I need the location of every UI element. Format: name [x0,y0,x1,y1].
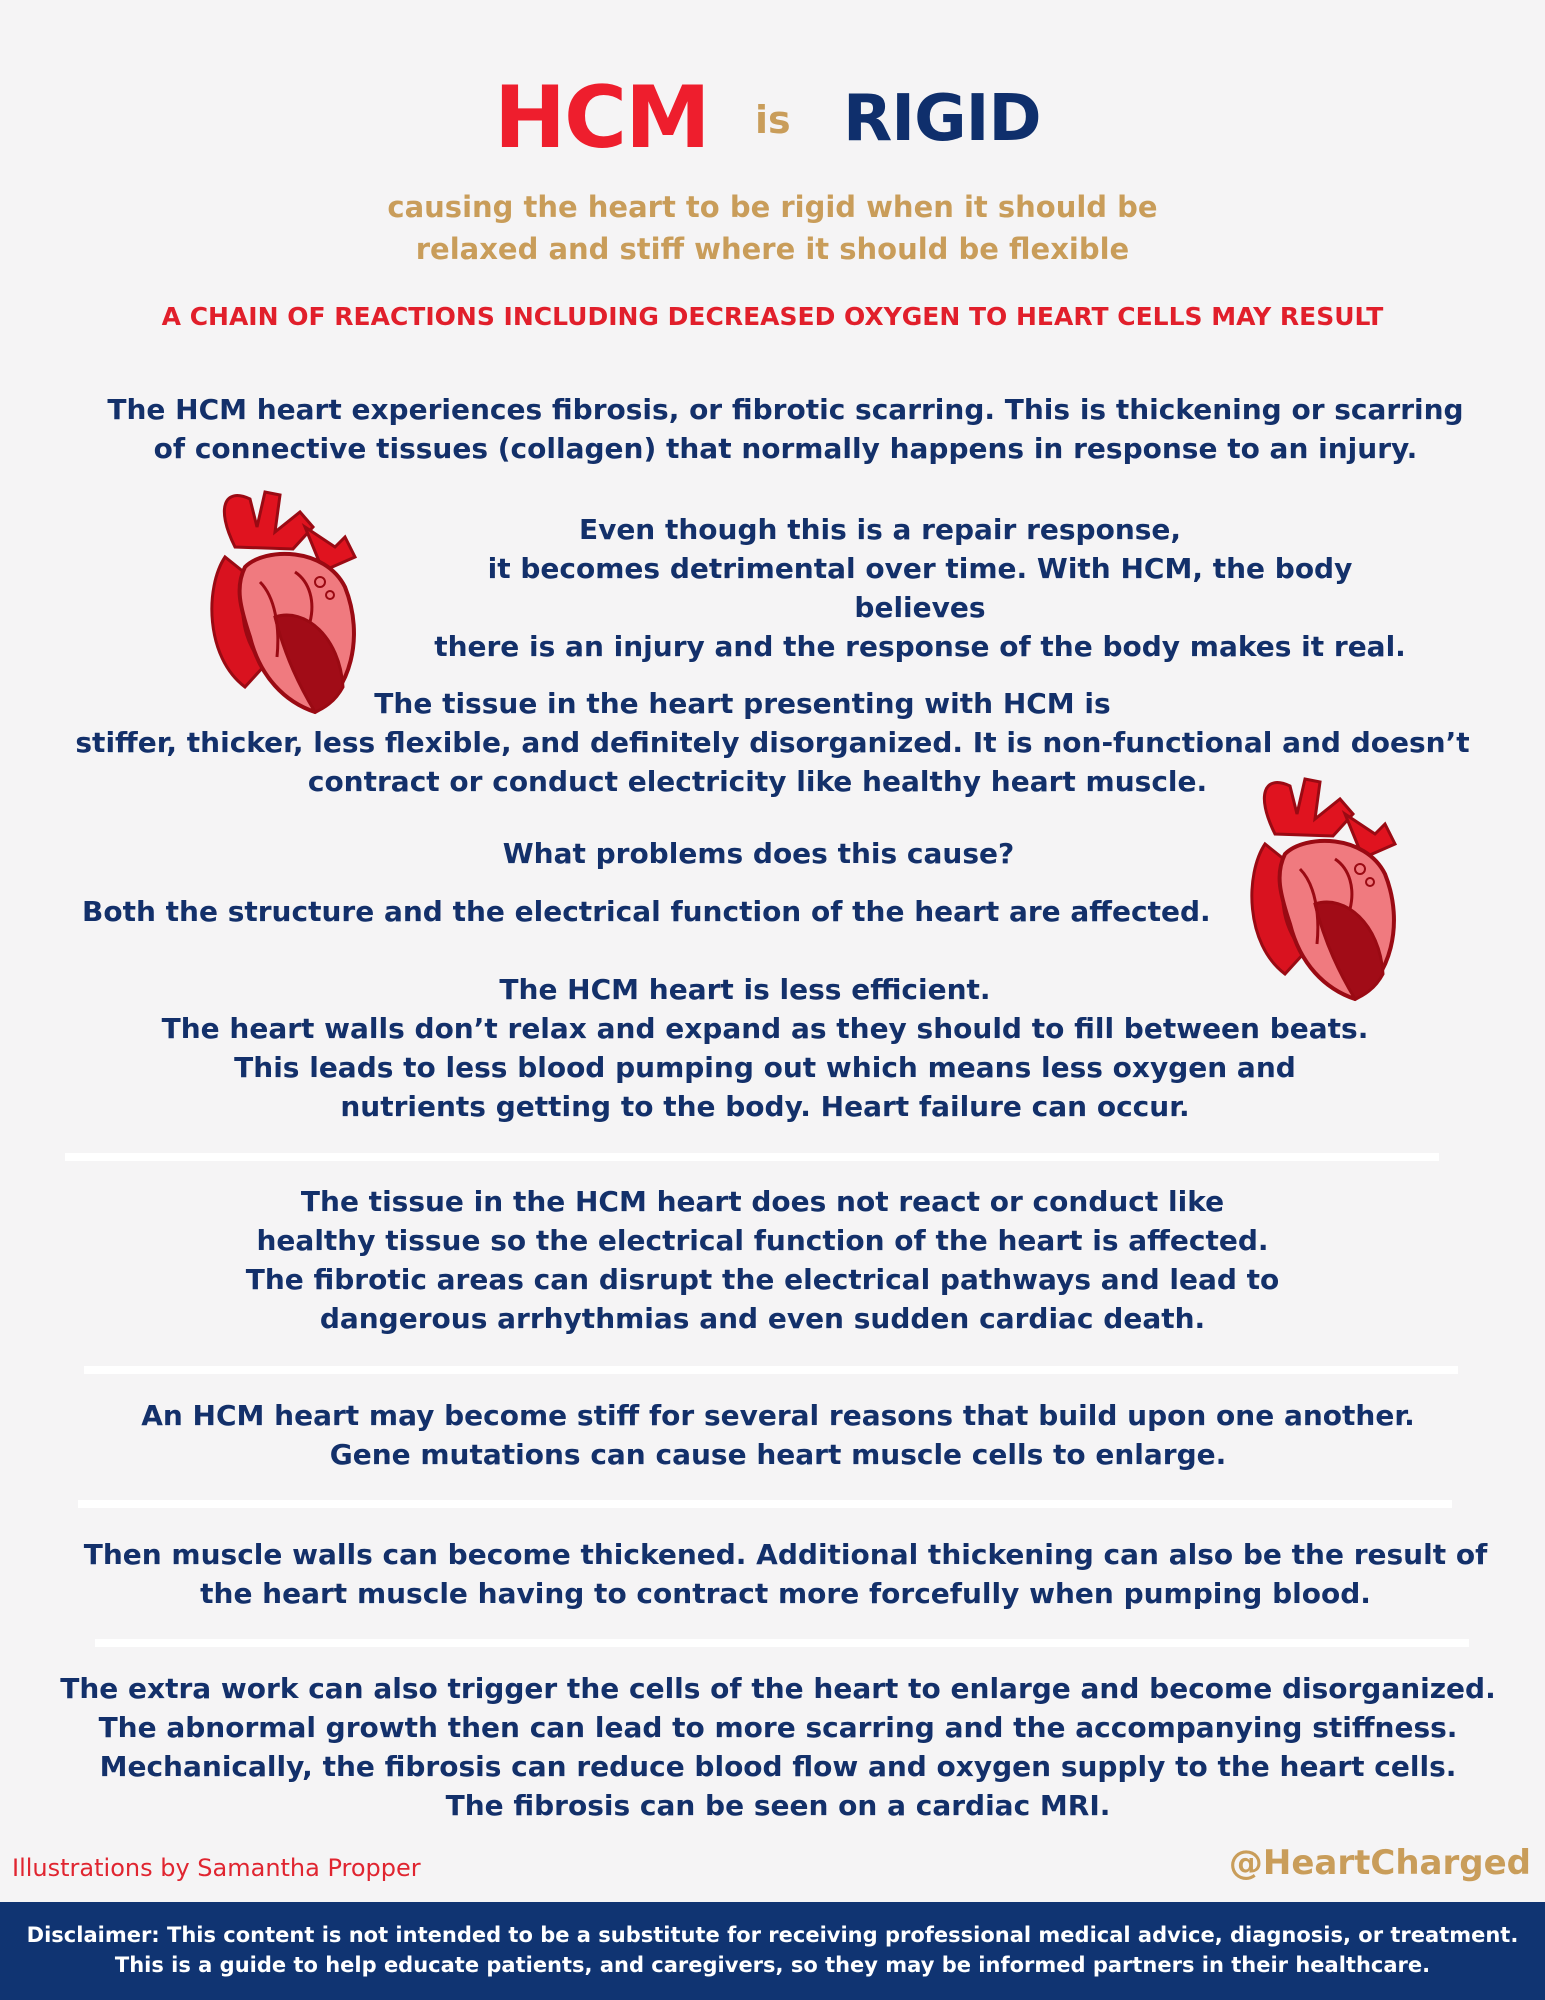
subtitle-line: causing the heart to be rigid when it should be [387,190,1158,224]
subtitle [0,186,1545,270]
divider [78,1500,1452,1508]
question-heading: What problems does this cause? [502,837,1015,870]
page-title [0,68,1545,178]
heart-drawing [212,492,355,712]
text-line: healthy tissue so the electrical function of the heart is affected. [256,1224,1269,1257]
social-handle: @HeartCharged [1228,1843,1531,1883]
title-hcm: HCM [494,68,709,168]
headline: A CHAIN OF REACTIONS INCLUDING DECREASED OXYGEN TO HEART CELLS MAY RESULT [161,302,1384,331]
text-line: it becomes detrimental over time. With HCM, the body believes [487,552,1353,624]
text-line: The abnormal growth then can lead to more scarring and the accompanying stiffness. [98,1711,1458,1744]
divider [65,1153,1439,1161]
text-line: The fibrosis can be seen on a cardiac MRI. [445,1789,1111,1822]
text-line: The heart walls don’t relax and expand as they should to fill between beats. [161,1012,1369,1045]
text-line: The tissue in the HCM heart does not react or conduct like [300,1185,1225,1218]
text-line: Gene mutations can cause heart muscle cells to enlarge. [329,1438,1227,1471]
paragraph-efficiency [0,970,1530,1126]
paragraph-electrical [0,1182,1525,1338]
text-line: Even though this is a repair response, [578,513,1182,546]
heart-illustration-icon [205,487,365,715]
paragraph-extra-work [0,1669,1545,1825]
text-line: The extra work can also trigger the cells of the heart to enlarge and become disorganized. [60,1672,1496,1705]
text-line: This leads to less blood pumping out which means less oxygen and [234,1051,1296,1084]
paragraph-fibrosis [0,390,1545,468]
divider [84,1366,1458,1374]
text-line: of connective tissues (collagen) that normally happens in response to an injury. [153,432,1418,465]
text-line: dangerous arrhythmias and even sudden cardiac death. [319,1302,1206,1335]
illustration-credit: Illustrations by Samantha Propper [12,1854,421,1882]
paragraph-thickening [0,1535,1545,1613]
title-is: is [755,98,791,142]
text-line: there is an injury and the response of the body makes it real. [434,630,1406,663]
disclaimer-line: Disclaimer: This content is not intended to be a substitute for receiving professional medical advice, diagnosis, or treatment. [26,1923,1519,1947]
text-line: the heart muscle having to contract more forcefully when pumping blood. [200,1577,1371,1610]
divider [95,1639,1469,1647]
text-line: The tissue in the heart presenting with HCM is [374,687,1111,720]
paragraph-repair-response [420,510,1420,666]
heart-drawing [1252,779,1395,999]
text-line: stiffer, thicker, less flexible, and definitely disorganized. It is non-functional and doesn’t [75,726,1470,759]
text-line: The HCM heart is less efficient. [499,973,991,1006]
structure-line: Both the structure and the electrical function of the heart are affected. [82,895,1211,928]
text-line: An HCM heart may become stiff for several reasons that build upon one another. [141,1399,1415,1432]
disclaimer-footer [0,1902,1545,2000]
text-line: The fibrotic areas can disrupt the electrical pathways and lead to [245,1263,1280,1296]
text-line: contract or conduct electricity like healthy heart muscle. [307,765,1208,798]
text-line: nutrients getting to the body. Heart failure can occur. [340,1090,1190,1123]
text-line: The HCM heart experiences fibrosis, or fibrotic scarring. This is thickening or scarring [107,393,1464,426]
paragraph-reasons [0,1396,1545,1474]
subtitle-line: relaxed and stiff where it should be flexible [415,232,1130,266]
title-rigid: RIGID [843,82,1041,156]
disclaimer-line: This is a guide to help educate patients, and caregivers, so they may be informed partners in their healthcare. [114,1953,1431,1977]
heart-illustration-icon [1245,774,1405,1002]
text-line: Then muscle walls can become thickened. Additional thickening can also be the result of [83,1538,1488,1571]
text-line: Mechanically, the fibrosis can reduce blood flow and oxygen supply to the heart cells. [99,1750,1457,1783]
